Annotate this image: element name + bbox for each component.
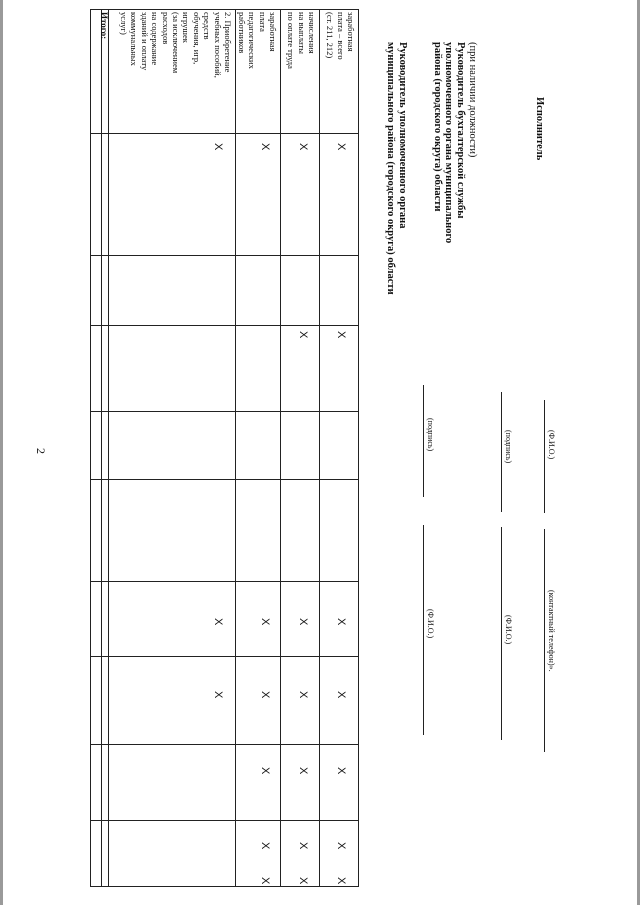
row-label: заработная плата – всего (ст. 211, 212) (325, 12, 356, 60)
column-border (91, 656, 358, 657)
x-mark: X (259, 618, 271, 626)
row-border (319, 10, 320, 886)
x-mark: X (335, 143, 347, 151)
x-mark: X (335, 842, 347, 850)
column-border (91, 581, 358, 582)
x-mark: X (297, 143, 309, 151)
column-border (91, 411, 358, 412)
executor-phone-caption: (контактный телефон)». (547, 590, 556, 672)
column-border (91, 325, 358, 326)
head-signature-line (423, 385, 424, 497)
report-table (90, 9, 359, 887)
row-border (280, 10, 281, 886)
x-mark: X (335, 877, 347, 885)
x-mark: X (212, 691, 224, 699)
row-border (108, 10, 109, 886)
x-mark: X (297, 691, 309, 699)
x-mark: X (297, 877, 309, 885)
column-border (91, 133, 358, 134)
x-mark: X (297, 842, 309, 850)
row-border (235, 10, 236, 886)
x-mark: X (335, 691, 347, 699)
head-name-line (423, 525, 424, 735)
x-mark: X (335, 331, 347, 339)
head-title: Руководитель уполномоченного органа муниципального района (городского округа) области (385, 42, 408, 295)
executor-title: Исполнитель (534, 97, 545, 161)
x-mark: X (212, 618, 224, 626)
accounting-position-note: (при наличии должности) (467, 42, 478, 158)
column-border (91, 479, 358, 480)
x-mark: X (259, 691, 271, 699)
x-mark: X (335, 767, 347, 775)
row-label: заработная плата педагогических работников (236, 12, 278, 69)
x-mark: X (212, 143, 224, 151)
head-signature-caption: (подпись) (426, 418, 435, 452)
x-mark: X (259, 767, 271, 775)
total-label: Итого: (99, 12, 109, 40)
column-border (91, 820, 358, 821)
x-mark: X (297, 331, 309, 339)
page-number: 2 (34, 448, 48, 454)
accounting-signature-caption: (подпись) (504, 430, 513, 464)
column-border (91, 744, 358, 745)
x-mark: X (259, 143, 271, 151)
row-border (101, 10, 102, 886)
x-mark: X (259, 842, 271, 850)
accounting-title: Руководитель бухгалтерской службы уполномоченного органа муниципального района (городского округа) области (432, 42, 466, 244)
accounting-name-line (501, 527, 502, 740)
accounting-name-caption: (Ф.И.О.) (504, 615, 513, 645)
executor-name-line (544, 400, 545, 513)
executor-name-caption: (Ф.И.О.) (547, 430, 556, 460)
x-mark: X (297, 618, 309, 626)
column-border (91, 255, 358, 256)
row-label: начисления на выплаты по оплате труда (286, 12, 317, 69)
executor-phone-line (544, 529, 545, 752)
row-label: 2. Приобретение учебных пособий, средств обучения, игр, игрушек (за исключением расходов на содержание зданий и оплату коммунальных услуг) (118, 12, 233, 78)
x-mark: X (297, 767, 309, 775)
x-mark: X (259, 877, 271, 885)
x-mark: X (335, 618, 347, 626)
head-name-caption: (Ф.И.О.) (426, 609, 435, 639)
accounting-signature-line (501, 392, 502, 512)
